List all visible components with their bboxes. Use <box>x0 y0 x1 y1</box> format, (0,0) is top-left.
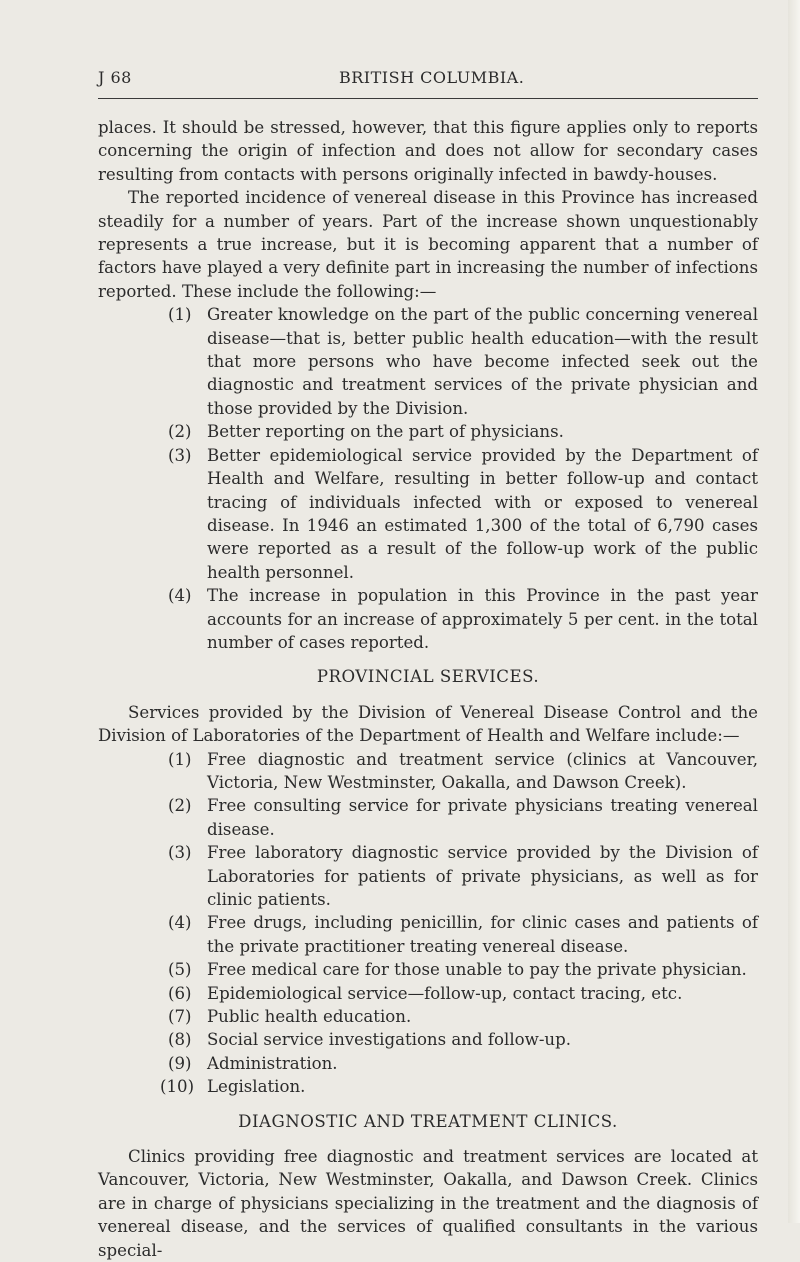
list-item-number: (9) <box>168 1053 192 1073</box>
list-item-text: Greater knowledge on the part of the public concerning venereal disease—that is, better public health education—with the result that more persons who have become infected seek out the diagnostic and treatment services of the private physician and those provided by the Division. <box>207 305 758 418</box>
list-item <box>98 794 758 841</box>
header-rule <box>98 98 758 99</box>
list-item <box>98 911 758 958</box>
list-item-number: (2) <box>168 422 192 442</box>
section-heading-clinics: DIAGNOSTIC AND TREATMENT CLINICS. <box>238 1111 618 1131</box>
list-item-text: Free diagnostic and treatment service (clinics at Vancouver, Victoria, New Westminster, Oakalla, and Dawson Creek). <box>207 749 758 792</box>
list-item <box>98 1005 758 1028</box>
page-number: J 68 <box>98 68 132 87</box>
paragraph-incidence: The reported incidence of venereal disease in this Province has increased steadily for a number of years. Part of the increase shown unquestionably represents a true increase, but it is becoming apparent that a number of factors have played a very definite part in increasing the number of infections reported. These include the following:— <box>98 188 758 301</box>
list-item-number: (5) <box>168 960 192 980</box>
list-item-number: (6) <box>168 983 192 1003</box>
list-item-number: (7) <box>168 1007 192 1027</box>
list-item-number: (1) <box>168 749 192 769</box>
list-item-number: (4) <box>168 586 192 606</box>
list-item-number: (3) <box>168 843 192 863</box>
list-item-text: Free laboratory diagnostic service provided by the Division of Laboratories for patients of private physicians, as well as for clinic patients. <box>207 843 758 909</box>
list-item-text: Public health education. <box>207 1007 412 1027</box>
page-edge-shadow <box>788 0 800 1223</box>
list-item <box>98 958 758 981</box>
factors-list <box>98 303 758 654</box>
list-item-number: (3) <box>168 445 192 465</box>
list-item-text: Better reporting on the part of physicians. <box>207 422 564 442</box>
list-item-text: Legislation. <box>207 1077 306 1097</box>
list-item-text: Better epidemiological service provided by the Department of Health and Welfare, resulting in better follow-up and contact tracing of individuals infected with or exposed to venereal disease. In 1946 an estimated 1,300 of the total of 6,790 cases were reported as a result of the follow-up work of the public health personnel. <box>207 445 758 582</box>
list-item-text: Administration. <box>207 1053 338 1073</box>
section-heading-provincial-services: PROVINCIAL SERVICES. <box>316 667 540 687</box>
paragraph-continuation: places. It should be stressed, however, that this figure applies only to reports concerning the origin of infection and does not allow for secondary cases resulting from contacts with persons originally infected in bawdy-houses. <box>98 118 758 184</box>
list-item <box>98 1075 758 1098</box>
list-item-text: Free consulting service for private physicians treating venereal disease. <box>207 796 758 839</box>
list-item <box>98 748 758 795</box>
list-item-text: Free medical care for those unable to pay the private physician. <box>207 960 747 980</box>
list-item-text: The increase in population in this Province in the past year accounts for an increase of approximately 5 per cent. in the total number of cases reported. <box>207 586 758 652</box>
list-item <box>98 1028 758 1051</box>
running-head: BRITISH COLUMBIA. <box>339 68 525 87</box>
paragraph-clinics: Clinics providing free diagnostic and treatment services are located at Vancouver, Victoria, New Westminster, Oakalla, and Dawson Creek. Clinics are in charge of physicians specializing in the treatment and the diagnosis of venereal disease, and the services of qualified consultants in the various special- <box>98 1147 758 1260</box>
list-item-text: Free drugs, including penicillin, for clinic cases and patients of the private practitioner treating venereal disease. <box>207 913 758 956</box>
list-item-number: (1) <box>168 305 192 325</box>
list-item-number: (2) <box>168 796 192 816</box>
list-item <box>98 584 758 654</box>
paragraph-services-intro: Services provided by the Division of Venereal Disease Control and the Division of Laboratories of the Department of Health and Welfare include:— <box>98 702 758 746</box>
list-item-number: (8) <box>168 1030 192 1050</box>
list-item-number: (4) <box>168 913 192 933</box>
document-page <box>98 68 758 1260</box>
services-list <box>98 748 758 1099</box>
list-item-number: (10) <box>160 1077 195 1097</box>
list-item-text: Social service investigations and follow-up. <box>207 1030 572 1050</box>
list-item <box>98 1052 758 1075</box>
list-item <box>98 303 758 420</box>
document-body <box>98 116 758 1262</box>
list-item-text: Epidemiological service—follow-up, contact tracing, etc. <box>207 983 683 1003</box>
list-item <box>98 982 758 1005</box>
list-item <box>98 420 758 443</box>
page-header <box>98 68 758 94</box>
list-item <box>98 444 758 584</box>
list-item <box>98 841 758 911</box>
